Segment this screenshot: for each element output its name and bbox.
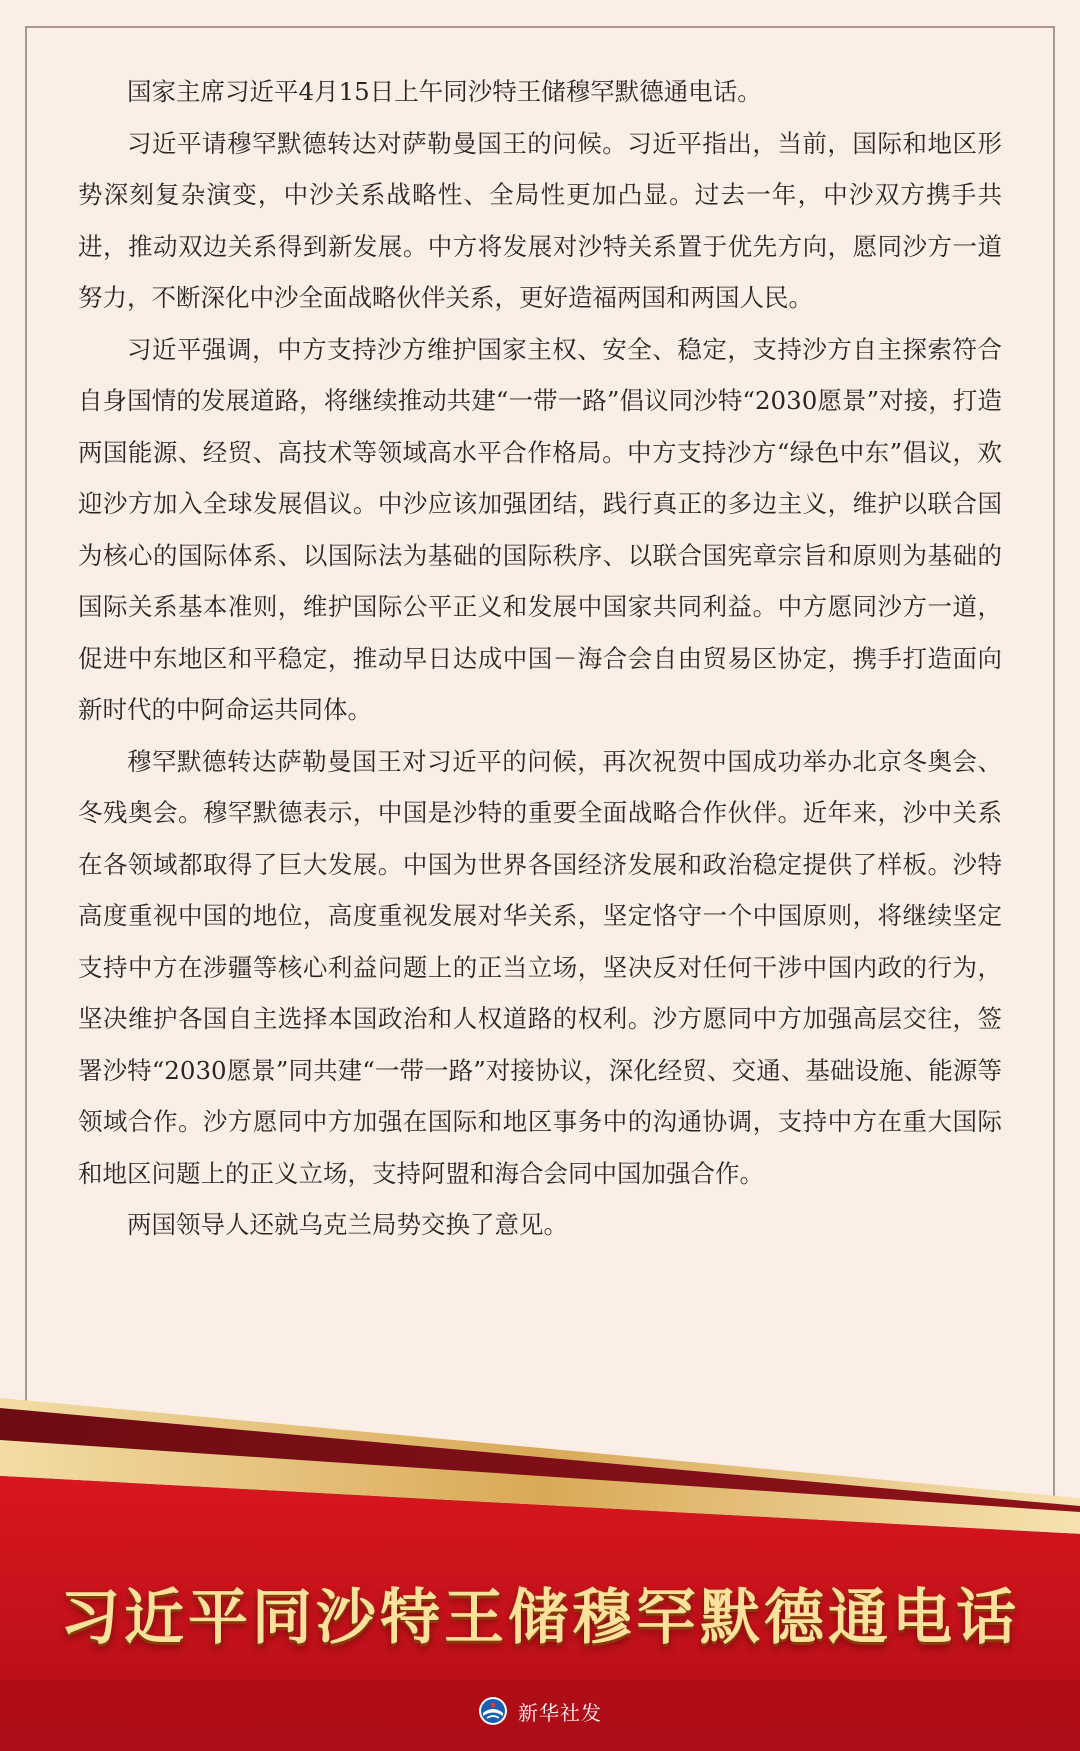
article-paragraph: 两国领导人还就乌克兰局势交换了意见。 xyxy=(127,1210,568,1239)
article-paragraph: 穆罕默德转达萨勒曼国王对习近平的问候，再次祝贺中国成功举办北京冬奥会、冬残奥会。穆罕默德表示，中国是沙特的重要全面战略合作伙伴。近年来，沙中关系在各领域都取得了巨大发展。中国为世界各国经济发展和政治稳定提供了样板。沙特高度重视中国的地位，高度重视发展对华关系，坚定恪守一个中国原则，将继续坚定支持中方在涉疆等核心利益问题上的正当立场，坚决反对任何干涉中国内政的行为，坚决维护各国自主选择本国政治和人权道路的权利。沙方愿同中方加强高层交往，签署沙特“2030愿景”同共建“一带一路”对接协议，深化经贸、交通、基础设施、能源等领域合作。沙方愿同中方加强在国际和地区事务中的沟通协调，支持中方在重大国际和地区问题上的正义立场，支持阿盟和海合会同中国加强合作。 xyxy=(78,746,1002,1188)
source-name: 新华社发 xyxy=(518,1700,602,1725)
article-paragraph: 国家主席习近平4月15日上午同沙特王储穆罕默德通电话。 xyxy=(127,77,762,106)
article-paragraph: 习近平强调，中方支持沙方维护国家主权、安全、稳定，支持沙方自主探索符合自身国情的发展道路，将继续推动共建“一带一路”倡议同沙特“2030愿景”对接，打造两国能源、经贸、高技术等领域高水平合作格局。中方支持沙方“绿色中东”倡议，欢迎沙方加入全球发展倡议。中沙应该加强团结，践行真正的多边主义，维护以联合国为核心的国际体系、以国际法为基础的国际秩序、以联合国宪章宗旨和原则为基础的国际关系基本准则，维护国际公平正义和发展中国家共同利益。中方愿同沙方一道，促进中东地区和平稳定，推动早日达成中国－海合会自由贸易区协定，携手打造面向新时代的中阿命运共同体。 xyxy=(78,334,1002,724)
article-paragraph: 习近平请穆罕默德转达对萨勒曼国王的问候。习近平指出，当前，国际和地区形势深刻复杂演变，中沙关系战略性、全局性更加凸显。过去一年，中沙双方携手共进，推动双边关系得到新发展。中方将发展对沙特关系置于优先方向，愿同沙方一道努力，不断深化中沙全面战略伙伴关系，更好造福两国和两国人民。 xyxy=(78,128,1002,312)
source-credit xyxy=(0,1696,1080,1726)
headline-title: 习近平同沙特王储穆罕默德通电话 xyxy=(60,1583,1020,1653)
xinhua-globe-icon xyxy=(478,1696,508,1726)
